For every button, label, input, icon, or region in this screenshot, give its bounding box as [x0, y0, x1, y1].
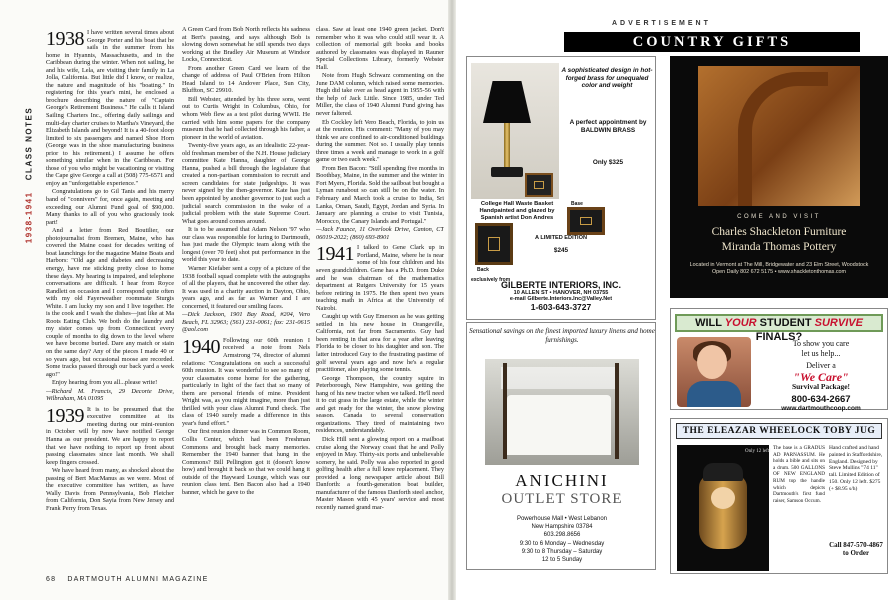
wastebasket-back-photo: [475, 223, 513, 265]
column-3: [316, 26, 444, 570]
lamp-base-box: [525, 173, 553, 197]
section-tab: [20, 20, 38, 330]
gilberte-email[interactable]: e-mail Gilberte.Interiors.Inc@Valley.Net: [509, 296, 613, 302]
wastebasket-base-photo: [567, 207, 605, 235]
student-photo: [677, 337, 751, 407]
page-footer: [46, 576, 208, 583]
year-heading-1938: 1938: [46, 28, 84, 50]
toby-jug-call: Call 847-570-4867 to Order: [829, 541, 883, 557]
we-care-text: "We Care": [793, 369, 849, 384]
lamp-price: Only $325: [592, 159, 624, 166]
paragraph: From another Green Card we learn of the change of address of Paul O'Brien from Hilton Head Island to 14 Andover Place, Sun City, Bluffton, SC 29910.: [182, 64, 310, 95]
toby-jug-photo: [677, 445, 769, 571]
paragraph: class. Saw at least one 1940 green jacket. Don't remember who it was who could still wear it. A collection of memorial gift books and books authored by classmates was displayed in Rauner Special Collections Library, formerly Webster Hall.: [316, 26, 444, 71]
finals-url[interactable]: www.dartmouthcoop.com: [781, 405, 861, 412]
anichini-intro: Sensational savings on the finest imported luxury linens and home furnishings.: [469, 327, 655, 344]
section-years: 1938-1941: [24, 191, 34, 244]
shackleton-hours: Open Daily 802 672 5175 • www.shackletonthomas.com: [711, 269, 847, 275]
toby-jug-ad[interactable]: [670, 418, 888, 574]
signature: —Jack Faunce, 11 Overlook Drive, Canton, CT 06019-2022; (860) 693-8901: [316, 226, 444, 241]
paragraph: Congratulations go to Gil Tanis and his merry band of "connivers" for, once again, meeting and exceeding our Alumni Fund goal of $90,000. Many thanks to all of you who graciously took part!: [46, 188, 174, 226]
right-page: [456, 0, 896, 600]
limited-edition-text: A LIMITED EDITION: [535, 235, 587, 241]
anichini-brand: ANICHINI: [515, 471, 609, 490]
survival-package: Survival Package!: [791, 382, 851, 391]
lamp-photo: [471, 63, 559, 199]
shackleton-furniture: Charles Shackleton Furniture: [711, 226, 847, 238]
anichini-outlet: OUTLET STORE: [501, 491, 623, 507]
anichini-info: Powerhouse Mall • West Lebanon New Hampshire 03784 603.298.8656 9:30 to 6 Monday – Wednesday 9:30 to 8 Thursday – Saturday 12 to 5 Sunday: [467, 515, 657, 564]
column-2: [182, 26, 310, 570]
lamp-shade: [483, 81, 531, 123]
paragraph: Enjoy hearing from you all...please write!: [52, 379, 158, 387]
class-1938-entry: 1938 I have written several times about George Porter and his boat that he sails in the summer from his home in Hyannis, Massachusetts, and in the Caribbean during the winter. When not sailing, he and his wife, Lela, are visiting their family in La Jolla, California. But little did I know, or realize, the nature and magnitude of his "boating." In registering for this year's mini, he enclosed a brochure describing the nature of "Captain George's Retirement Business." He calls it Island Sailing Charters Inc., offering daily sailings and multi-day charter cruises to Martha's Vineyard, the Elizabeth Islands and beyond! It is a 40-foot sloop limited to six passengers and named Shoe Horn (George was in the shoe manufacturing business prior to his retirement.) I assume he offers something similar when in the Caribbean. For those of you who might be vacationing or visiting the Cape give George a call at (508) 775-6571 and enjoy an "unforgettable experience.": [46, 28, 174, 187]
year-heading-1941: 1941: [316, 243, 354, 266]
lamp-stem: [504, 123, 510, 169]
finals-line2: let us help...: [801, 348, 841, 358]
class-1939-entry: 1939 It is to be presumed that the executive committee at its meeting during our mini-reunion in October will by now have notified George Hanna as our president. We are happy to report that we have nothing to report up front about passing classmates since last month. We shall keep fingers crossed.: [46, 404, 174, 466]
paragraph: We have heard from many, as shocked about the passing of Bert MacManus as we were. Most of the executive committee has written, as have Wally Davis from Pennsylvania, Bob Fletcher from California, Don Sayia from New Jersey and Frank Perry from Texas.: [46, 467, 174, 512]
back-label: Back: [477, 267, 489, 273]
paragraph: Caught up with Guy Emerson as he was getting settled in his new house in Orangeville, California, not far from Sacramento. Guy had been renting in that area for a year after leaving Florida to be closer to his daughter and son. The latter introduced Guy to the frustrating pastime of golf several years ago and now he's a regular practitioner, also playing some tennis.: [316, 313, 444, 374]
shackleton-thomas-ad[interactable]: [670, 56, 888, 298]
page-gutter: [448, 0, 456, 600]
anichini-ad[interactable]: [466, 322, 656, 570]
toby-jug-title: THE ELEAZAR WHEELOCK TOBY JUG: [676, 423, 882, 439]
paragraph: Our first reunion dinner was in Common Room, Collis Center, which had been Freshman Commons and brought back many memories. Remember the 1940 banner that hung in the Commons? Bill Pellington got it (doesn't know how) and brought it back so that we could hang it outside of the Hayward Lounge, which was our reunion class tent. Ben Bacon also had a 1940 banner, which he gave to the: [182, 428, 310, 496]
thomas-pottery: Miranda Thomas Pottery: [721, 241, 837, 253]
gilberte-address: 10 ALLEN ST • HANOVER, NH 03755: [513, 290, 609, 296]
finals-phone: 800-634-2667: [791, 393, 851, 405]
gilberte-contact: [467, 277, 655, 312]
finals-copy: [761, 339, 881, 414]
country-gifts-banner: COUNTRY GIFTS: [564, 32, 860, 52]
paragraph: A Green Card from Bob North reflects his sadness at Bert's passing, and says although Bob is slowing down somewhat he still spends two days working at the Bradley Air Museum at Windsor Locks, Connecticut.: [182, 26, 310, 64]
toby-jug-details: Hand crafted and hand painted in Staffordshire, England. Designed by Steve Mullins "74 11" tall. Limited Edition of 150. Only 12 left. $275 (+ $8.95 s/h): [829, 445, 883, 492]
paragraph: From Ben Bacon: "Still spending five months in Boothbay, Maine, in the summer and the winter in Fort Myers, Florida. Sold the sailboat but bought a Lyman runabout so can still be on the water. In February and March took a cruise to India, Sri Lanka, Oman, Saudi, Egypt, Jordan and Syria. In January are planning a cruise to visit Tunisia, Morocco, the Canary Islands and Portugal.": [316, 164, 444, 225]
section-label: CLASS NOTES: [24, 106, 34, 181]
toby-jug-description: The base is a GRADUS AD PARNASSUM. He holds a bible and sits on a drum. 500 GALLONS OF NEW ENGLAND RUM top the handle which depicts Dartmouth's first fund raiser, Samson Occum.: [773, 445, 825, 504]
class-1941-entry: 1941 I talked to Gene Clark up in Portland, Maine, where he is near some of his four children and his seven grandchildren. Gene has a Ph.D. from Duke and he was chairman of the mathematics department at Rutgers University for 15 years before retiring in 1975. He then spent two years teaching math in Africa at the University of Nairobi.: [316, 243, 444, 312]
finals-deliver: Deliver a: [806, 361, 836, 370]
come-and-visit: COME AND VISIT: [737, 214, 821, 220]
shackleton-info: [670, 262, 888, 276]
advertisement-label: ADVERTISEMENT: [612, 20, 711, 27]
shackleton-location: Located in Vermont at The Mill, Bridgewater and 23 Elm Street, Woodstock: [689, 262, 869, 268]
wastebasket-price: $245: [553, 247, 569, 254]
paragraph: Note from Hugh Schwarz commenting on the June DAM column, which raised some memories. Hugh did take over as head agent in 1955-56 with the help of Jack Little. Since 1985, under Ted Miller, the class of 1940 Alumni Fund giving has never faltered.: [316, 72, 444, 118]
magazine-title: DARTMOUTH ALUMNI MAGAZINE: [67, 576, 209, 583]
paragraph: Eb Cockley left Vero Beach, Florida, to join us at the reunion. His comment: "Many of you may think we are confined to air-conditioned buildings during the summer. Not so. I usually play tennis three times a week and manage to work in a golf game or two each week.": [316, 118, 444, 164]
column-1: [46, 26, 174, 570]
base-label: Base: [571, 201, 583, 207]
exclusively-from: exclusively from: [471, 277, 511, 283]
signature: —Richard M. Francis, 29 Decorte Drive, Wilbraham, MA 01095: [46, 387, 174, 403]
paragraph: And a letter from Red Boutilier, our photojournalist from Bremen, Maine, who has covered the Maine coast for decades writing of boat launchings for the magazine Maine Boats and Harbors: "Old age and diabetes and decreasing energy, have me sticking pretty close to home these days. My hearing is impaired, and telephone conversations are difficult. I hear from Royce Randlett on occasion and I correspond quite often with my old Fayerweather roommate Sturgis White. I am lucky my son and I live together. He is the cook and I wash the dishes—just like at Ma Roots Eating Club. We both do the laundry and my sister comes up from Connecticut every couple of months to dig down to the level where we have become buried. Dare any match or stain on the same day? Any of the pieces I made 40 or so years ago, but occasional moose are recorded. Some tracks passed through our back yard a week ago!": [46, 227, 174, 378]
year-heading-1940: 1940: [182, 335, 220, 358]
gilberte-interiors-ad[interactable]: [466, 56, 656, 320]
chair-arm: [738, 72, 828, 206]
finals-headline: WILL YOUR STUDENT SURVIVE FINALS?: [675, 314, 883, 332]
only-left-tag: Only 12 left!: [745, 449, 771, 454]
paragraph: Warner Kiefaber sent a copy of a picture of the 1938 football squad complete with the autographs of all the players, that he uncovered the other day. It was used in a charity auction in Dayton, Ohio, years ago, and as far as Warner and I are concerned, it featured our smiling faces.: [182, 264, 310, 310]
gilberte-phone: 1-603-643-3727: [530, 302, 592, 312]
paragraph: Twenty-five years ago, as an idealistic 22-year-old freshman member of the N.H. House judiciary committee Kate Hanna, daughter of George Hanna, pushed a bill through the legislature that created a non-partisan commission to recruit and screen candidates for state judgeships. It was never signed by the then-governor. Kate has just been appointed by another governor to just such a judicial search commission in the wake of a judicial problem with the state Supreme Court. What goes around comes around.: [182, 142, 310, 225]
gilberte-name: GILBERTE INTERIORS, INC.: [500, 280, 621, 290]
finals-line1: To show you care: [792, 339, 850, 348]
paragraph: Bill Webster, attended by his three sons, went out to Curtis Wright in Columbus, Ohio, for whom Web flew as a test pilot during WWII. He carried with him some papers for the company museum that he had collected through his father, a pioneer in the world of aviation.: [182, 95, 310, 141]
baldwin-brass-text: A perfect appointment by BALDWIN BRASS: [569, 119, 647, 134]
signature: —Dick Jackson, 1901 Bay Road, #204, Vero Beach, FL 32963; (561) 231-0061; fax: 231-0615 @aol.com: [182, 311, 310, 334]
anichini-phone: 603.298.8656: [543, 532, 581, 539]
page-number: 68: [46, 576, 57, 583]
chair-photo: [698, 66, 860, 206]
wastebasket-description: College Hall Waste Basket Handpainted and glazed by Spanish artist Don Andres: [479, 201, 555, 221]
survive-finals-ad[interactable]: [670, 308, 888, 410]
paragraph: Dick Hill sent a glowing report on a mailboat cruise along the Norway coast that he and Polly enjoyed in May. Thirty-six ports and unbelievable scenery, he said. Polly was also reported in good golfing health after a full knee replacement. They provided a long newspaper article about Bill Danforth: a fourth-generation boat builder, manufacturer of the famous Danforth steel anchor, Master Mason with 45 years' service and most recently named grand mar-: [316, 435, 444, 511]
paragraph: George Thompson, the country squire in Peterborough, New Hampshire, was getting the hang of his new tractor when we talked. He'll need it to cut grass in the large estate, while the winter and get ready for the winter, the snow plowing season. Canada to several conservation organizations. They tired of maintaining two residences, understandably.: [316, 374, 444, 435]
class-1940-entry: 1940 Following our 60th reunion I received a note from Nels Armstrong '74, director of alumni relations: "Congratulations on such a successful 60th reunion. It was wonderful to see so many of your classmates come home for the gathering, particularly in light of the fact that so many of them are personal friends of mine. President Wright was, as you might imagine, more than just thrilled with your class Alumni Fund check. The class of 1940 surely made a difference in this year's fund effort.": [182, 335, 310, 427]
year-heading-1939: 1939: [46, 404, 84, 427]
paragraph: It is to be assumed that Adam Nelson '97 who our class was responsible for luring to Dartmouth, has just made the Olympic team along with the longest (over 70 feet) shot put performance in the world this year to date.: [182, 226, 310, 264]
bedroom-photo: [485, 359, 639, 465]
lamp-base: [491, 167, 523, 177]
lamp-description: A sophisticated design in hot-forged brass for unequaled color and weight: [561, 67, 653, 90]
